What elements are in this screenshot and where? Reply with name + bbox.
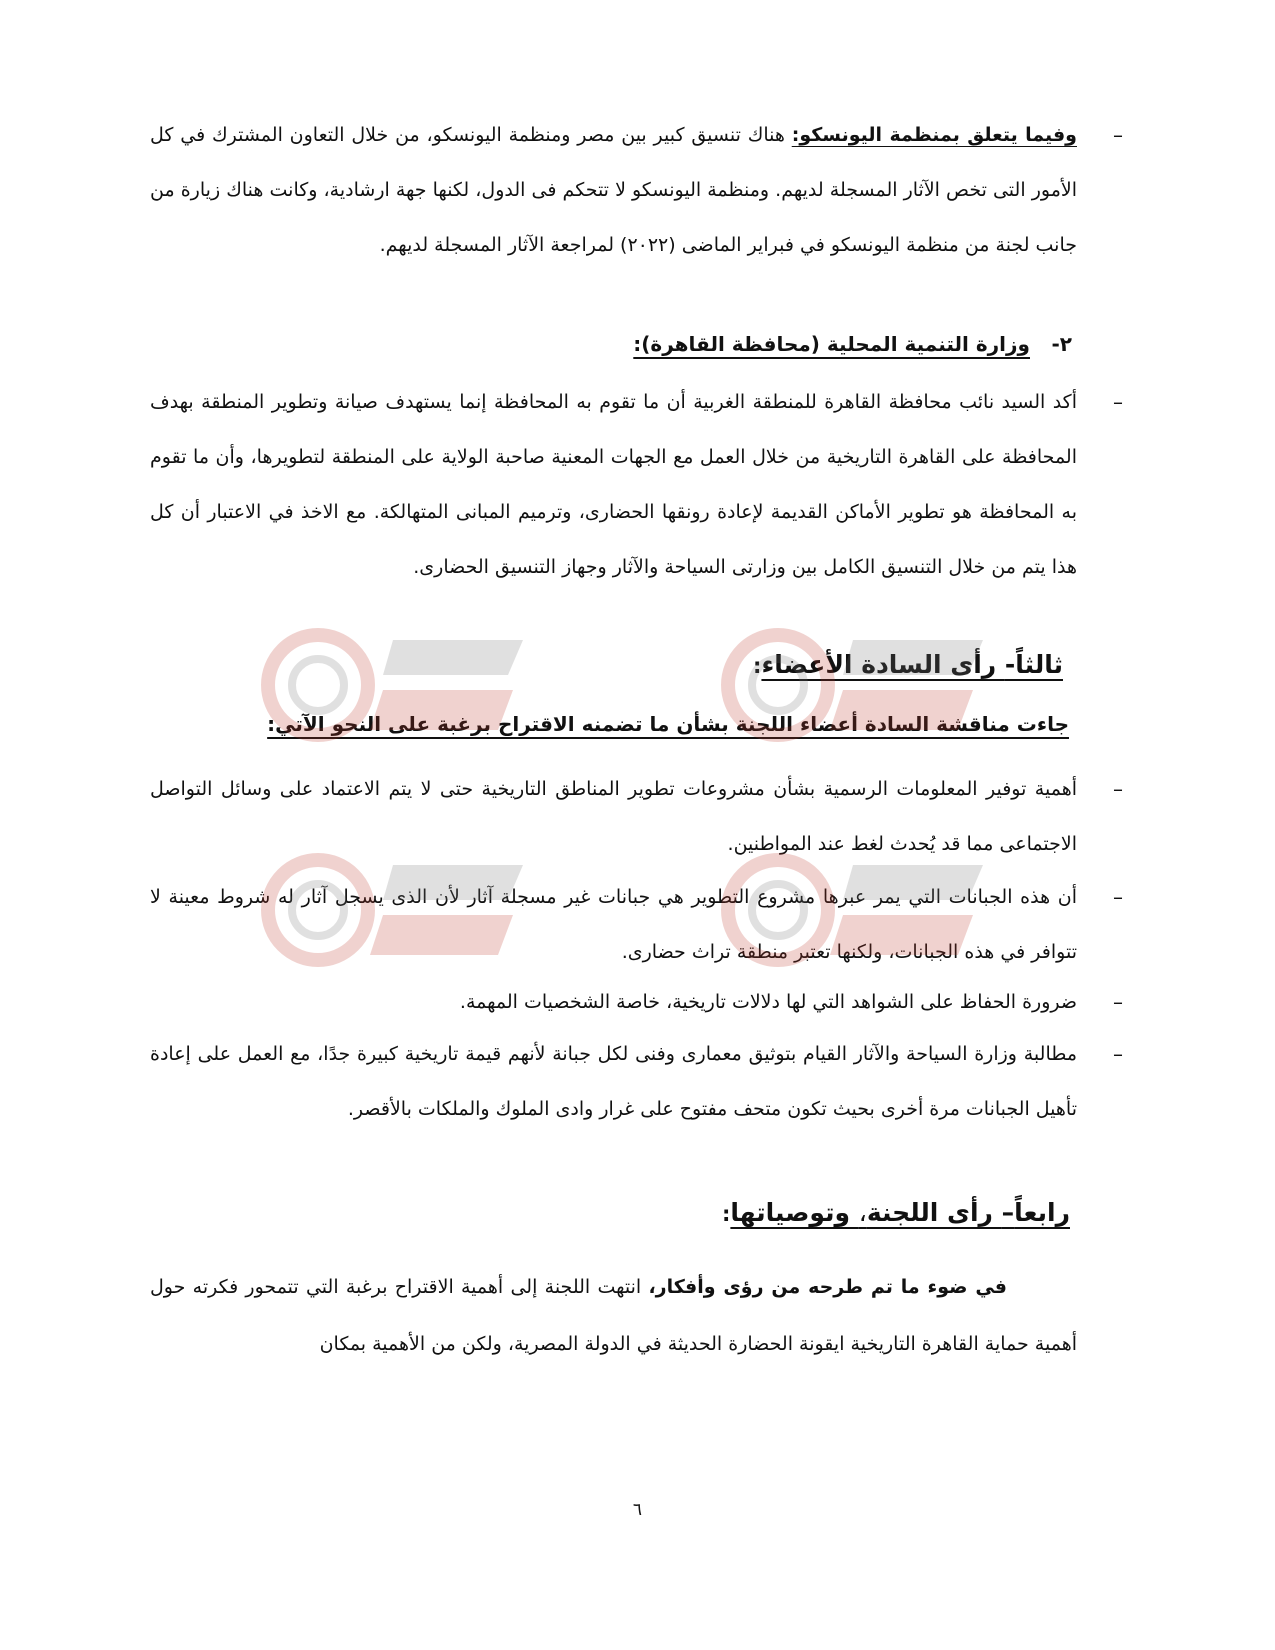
section-four-intro-body: انتهت اللجنة إلى أهمية الاقتراح برغبة التي تتمحور فكرته حول أهمية حماية القاهرة التاريخية ايقونة الحضارة الحديثة في الدولة المصرية، ولكن من الأهمية بمكان xyxy=(150,1276,1077,1355)
bullet-marker: – xyxy=(1113,990,1123,1014)
member-point-text: أن هذه الجبانات التي يمر عبرها مشروع التطوير هي جبانات غير مسجلة آثار لأن الذى يسجل آثار له شروط معينة لا تتوافر في هذه الجبانات، ولكنها تعتبر منطقة تراث حضارى. xyxy=(150,886,1077,963)
member-point-3 xyxy=(150,975,1123,1030)
member-point-4 xyxy=(150,1027,1123,1137)
bullet-marker: – xyxy=(1113,777,1123,801)
section-three-subtitle xyxy=(267,712,1069,736)
bullet-marker: – xyxy=(1113,1042,1123,1066)
section-four-dash: – xyxy=(1001,1198,1015,1227)
section-four-colon: : xyxy=(721,1202,731,1226)
section-four-prefix: رابعاً xyxy=(1014,1198,1070,1227)
unesco-body: هناك تنسيق كبير بين مصر ومنظمة اليونسكو، من خلال التعاون المشترك في كل الأمور التى تخص الآثار المسجلة لديهم. ومنظمة اليونسكو لا تتحكم فى الدول، لكنها جهة ارشادية، وكانت هناك زيارة من جانب لجنة من منظمة اليونسكو في فبراير الماضى (٢٠٢٢) لمراجعة الآثار المسجلة لديهم. xyxy=(150,124,1077,256)
section-four-heading xyxy=(722,1198,1070,1227)
section-three-heading xyxy=(753,650,1063,679)
deputy-governor-text: أكد السيد نائب محافظة القاهرة للمنطقة الغربية أن ما تقوم به المحافظة إنما يستهدف صيانة وتطوير المنطقة بهدف المحافظة على القاهرة التاريخية من خلال العمل مع الجهات المعنية صاحبة الولاية على المنطقة لتطويرها، وأن ما تقوم به المحافظة هو تطوير الأماكن القديمة لإعادة رونقها الحضارى، وترميم المبانى المتهالكة. مع الاخذ في الاعتبار أن كل هذا يتم من خلال التنسيق الكامل بين وزارتى السياحة والآثار وجهاز التنسيق الحضارى. xyxy=(150,391,1077,578)
deputy-governor-paragraph xyxy=(150,375,1123,595)
member-point-text: ضرورة الحفاظ على الشواهد التي لها دلالات تاريخية، خاصة الشخصيات المهمة. xyxy=(459,991,1077,1013)
section-four-separator: ، xyxy=(858,1198,867,1227)
page-number: ٦ xyxy=(632,1500,643,1520)
ministry-heading xyxy=(633,332,1072,356)
section-three-subtitle-text: جاءت مناقشة السادة أعضاء اللجنة بشأن ما تضمنه الاقتراح برغبة على النحو الآتي: xyxy=(267,712,1069,736)
bullet-marker: – xyxy=(1113,123,1123,147)
section-three-colon: : xyxy=(753,654,762,678)
bullet-marker: – xyxy=(1113,390,1123,414)
section-three-title: رأى السادة الأعضاء xyxy=(761,650,1005,679)
section-three-prefix: ثالثاً- xyxy=(1004,650,1063,679)
member-point-2 xyxy=(150,870,1123,980)
section-four-intro xyxy=(150,1259,1077,1373)
bullet-marker: – xyxy=(1113,885,1123,909)
section-four-title-part2: وتوصياتها xyxy=(730,1198,859,1227)
unesco-paragraph xyxy=(150,108,1123,273)
member-point-text: مطالبة وزارة السياحة والآثار القيام بتوثيق معمارى وفنى لكل جبانة لأنهم قيمة تاريخية كبيرة جدًا، مع العمل على إعادة تأهيل الجبانات مرة أخرى بحيث تكون متحف مفتوح على غرار وادى الملوك والملكات بالأقصر. xyxy=(150,1043,1077,1120)
unesco-lead: وفيما يتعلق بمنظمة اليونسكو: xyxy=(791,124,1077,146)
member-point-text: أهمية توفير المعلومات الرسمية بشأن مشروعات تطوير المناطق التاريخية حتى لا يتم الاعتماد على وسائل التواصل الاجتماعى مما قد يُحدث لغط عند المواطنين. xyxy=(150,778,1077,855)
member-point-1 xyxy=(150,762,1123,872)
section-four-intro-bold: في ضوء ما تم طرحه من رؤى وأفكار، xyxy=(648,1276,1007,1298)
section-four-title-part1: رأى اللجنة xyxy=(866,1198,1002,1227)
ministry-number: ٢- xyxy=(1051,332,1072,356)
ministry-heading-text: وزارة التنمية المحلية (محافظة القاهرة): xyxy=(633,332,1030,356)
